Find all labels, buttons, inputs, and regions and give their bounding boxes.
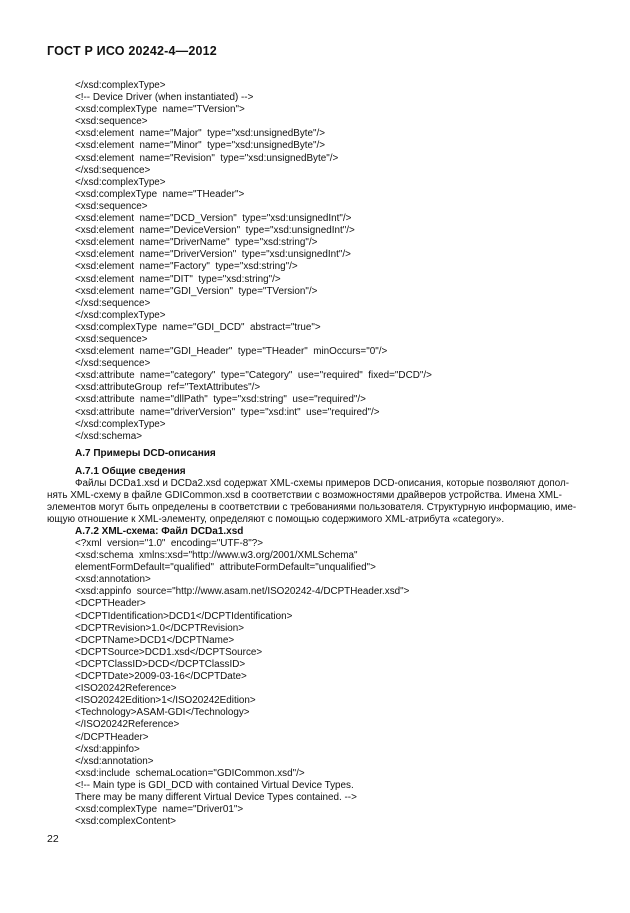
code-line: </xsd:complexType> — [75, 80, 166, 91]
code-line: <ISO20242Reference> — [75, 683, 177, 695]
code-line: <xsd:element name="Revision" type="xsd:unsignedByte"/> — [75, 152, 339, 164]
code-line: <DCPTDate>2009-03-16</DCPTDate> — [75, 671, 247, 683]
code-line: <xsd:complexType name="Driver01"> — [75, 804, 244, 816]
paragraph-line: ющую отношение к XML-элементу, определяют с помощью содержимого XML-атрибута «category». — [47, 514, 505, 526]
paragraph-line: нять XML-схему в файле GDICommon.xsd в соответствии с возможностями драйверов устройства. Имена XML- — [47, 490, 562, 502]
code-line: <xsd:sequence> — [75, 333, 148, 345]
code-line: </xsd:annotation> — [75, 755, 154, 767]
paragraph-line: элементов могут быть определены в соответствии с требованиями пользователя. Структурную информацию, име- — [47, 502, 577, 514]
code-line: <xsd:complexType name="TVersion"> — [75, 104, 245, 116]
code-line: <DCPTHeader> — [75, 598, 146, 610]
code-line: <xsd:annotation> — [75, 574, 151, 586]
code-line: There may be many different Virtual Device Types contained. --> — [75, 791, 357, 803]
section-heading: А.7 Примеры DCD-описания — [75, 448, 216, 459]
code-line: <xsd:element name="Minor" type="xsd:unsignedByte"/> — [75, 140, 326, 152]
code-line: <xsd:element name="Major" type="xsd:unsignedByte"/> — [75, 128, 326, 140]
document-standard-header: ГОСТ Р ИСО 20242-4—2012 — [47, 44, 217, 58]
paragraph-line: Файлы DCDa1.xsd и DCDa2.xsd содержат XML-схемы примеров DCD-описания, которые позволяют допол- — [75, 478, 570, 489]
code-line: <!-- Main type is GDI_DCD with contained Virtual Device Types. — [75, 779, 354, 791]
code-line: <xsd:complexType name="GDI_DCD" abstract="true"> — [75, 321, 321, 333]
code-line: <!-- Device Driver (when instantiated) --> — [75, 92, 254, 104]
code-line: <xsd:attribute name="dllPath" type="xsd:string" use="required"/> — [75, 394, 366, 406]
code-line: <?xml version="1.0" encoding="UTF-8"?> — [75, 538, 264, 549]
code-line: <xsd:attribute name="category" type="Category" use="required" fixed="DCD"/> — [75, 370, 432, 382]
code-line: <xsd:element name="DriverVersion" type="xsd:unsignedInt"/> — [75, 249, 351, 261]
code-line: <Technology>ASAM-GDI</Technology> — [75, 707, 250, 719]
code-line: </xsd:sequence> — [75, 164, 151, 176]
code-line: <xsd:element name="GDI_Header" type="THeader" minOccurs="0"/> — [75, 346, 388, 358]
code-line: <DCPTIdentification>DCD1</DCPTIdentification> — [75, 610, 293, 622]
code-line: <xsd:complexContent> — [75, 816, 177, 828]
code-line: </xsd:schema> — [75, 430, 142, 442]
code-line: </DCPTHeader> — [75, 731, 149, 743]
code-line: <xsd:sequence> — [75, 200, 148, 212]
code-line: elementFormDefault="qualified" attributeFormDefault="unqualified"> — [75, 562, 376, 574]
code-line: <DCPTClassID>DCD</DCPTClassID> — [75, 658, 246, 670]
code-line: </xsd:sequence> — [75, 358, 151, 370]
code-line: <xsd:include schemaLocation="GDICommon.xsd"/> — [75, 767, 305, 779]
code-line: <xsd:attributeGroup ref="TextAttributes"/> — [75, 382, 261, 394]
xsd-code-block-2 — [75, 538, 595, 828]
code-line: <DCPTRevision>1.0</DCPTRevision> — [75, 622, 245, 634]
code-line: <xsd:element name="DCD_Version" type="xsd:unsignedInt"/> — [75, 213, 352, 225]
code-line: <xsd:attribute name="driverVersion" type="xsd:int" use="required"/> — [75, 406, 380, 418]
code-line: <xsd:element name="DIT" type="xsd:string"/> — [75, 273, 281, 285]
code-line: </ISO20242Reference> — [75, 719, 180, 731]
code-line: </xsd:complexType> — [75, 309, 166, 321]
code-line: <ISO20242Edition>1</ISO20242Edition> — [75, 695, 256, 707]
subsection-heading-general: А.7.1 Общие сведения — [75, 466, 186, 477]
code-line: </xsd:sequence> — [75, 297, 151, 309]
code-line: <xsd:element name="Factory" type="xsd:string"/> — [75, 261, 298, 273]
page-number: 22 — [47, 833, 59, 845]
code-line: <xsd:sequence> — [75, 116, 148, 128]
code-line: <xsd:schema xmlns:xsd="http://www.w3.org/2001/XMLSchema" — [75, 550, 358, 562]
xsd-code-block-1 — [75, 80, 595, 443]
code-line: <xsd:element name="DriverName" type="xsd:string"/> — [75, 237, 318, 249]
code-line: </xsd:appinfo> — [75, 743, 140, 755]
code-line: </xsd:complexType> — [75, 418, 166, 430]
subsection-heading-xml-schema: А.7.2 XML-схема: Файл DCDa1.xsd — [75, 526, 244, 537]
code-line: <xsd:element name="GDI_Version" type="TVersion"/> — [75, 285, 318, 297]
code-line: <xsd:complexType name="THeader"> — [75, 188, 245, 200]
code-line: <DCPTName>DCD1</DCPTName> — [75, 634, 235, 646]
code-line: <xsd:element name="DeviceVersion" type="xsd:unsignedInt"/> — [75, 225, 355, 237]
code-line: <DCPTSource>DCD1.xsd</DCPTSource> — [75, 646, 263, 658]
code-line: <xsd:appinfo source="http://www.asam.net/ISO20242-4/DCPTHeader.xsd"> — [75, 586, 410, 598]
code-line: </xsd:complexType> — [75, 176, 166, 188]
general-info-paragraph — [47, 478, 590, 526]
